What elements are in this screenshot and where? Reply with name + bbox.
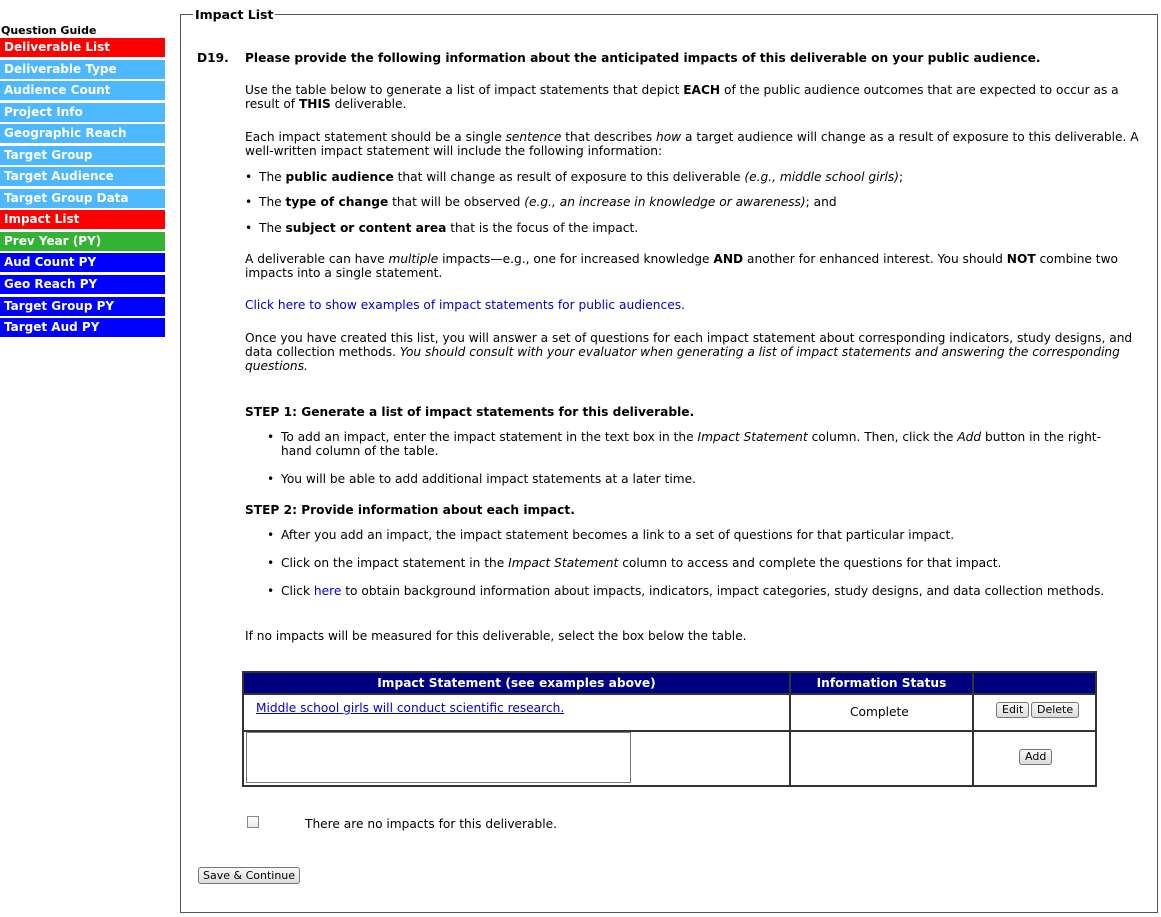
multiple-impacts-paragraph: A deliverable can have multiple impacts—e.g., one for increased knowledge AND another for enhanced interest. You should NOT combine two impacts into a single statement. — [245, 252, 1118, 280]
information-status: Complete — [850, 705, 909, 719]
add-button[interactable]: Add — [1019, 749, 1052, 765]
header-information-status: Information Status — [791, 673, 972, 693]
step2-bullet-background: • Click here to obtain background information about impacts, indicators, impact categories, study designs, and data collection methods. — [281, 584, 1161, 598]
background-info-link[interactable]: here — [313, 584, 342, 598]
step2-bullet-link: • After you add an impact, the impact statement becomes a link to a set of questions for that particular impact. — [281, 528, 1161, 542]
no-impacts-checkbox[interactable] — [247, 816, 259, 828]
sidebar-item-prev-year[interactable]: Prev Year (PY) — [0, 232, 165, 251]
bullet-public-audience: • The public audience that will change as result of exposure to this deliverable (e.g., middle school girls); — [259, 170, 1139, 184]
sidebar-title: Question Guide — [1, 24, 97, 37]
sidebar-item-impact-list[interactable]: Impact List — [0, 210, 165, 229]
sidebar-item-audience-count[interactable]: Audience Count — [0, 81, 165, 100]
step2-bullet-click: • Click on the impact statement in the Impact Statement column to access and complete the questions for that impact. — [281, 556, 1161, 570]
bullet-type-of-change: • The type of change that will be observed (e.g., an increase in knowledge or awareness); and — [259, 195, 1139, 209]
column-divider — [789, 673, 791, 785]
question-number: D19. — [197, 51, 229, 65]
sidebar-item-target-group-data[interactable]: Target Group Data — [0, 189, 165, 208]
sidebar-item-aud-count-py[interactable]: Aud Count PY — [0, 253, 165, 272]
sidebar-item-target-group-py[interactable]: Target Group PY — [0, 297, 165, 316]
sidebar-item-deliverable-type[interactable]: Deliverable Type — [0, 60, 165, 79]
new-impact-statement-input[interactable] — [246, 732, 631, 783]
step1-bullet-later: • You will be able to add additional impact statements at a later time. — [281, 472, 1161, 486]
no-impacts-checkbox-label: There are no impacts for this deliverable. — [305, 817, 558, 831]
header-actions — [974, 673, 1095, 693]
sidebar-item-target-aud-py[interactable]: Target Aud PY — [0, 318, 165, 337]
show-examples-link[interactable]: Click here to show examples of impact statements for public audiences. — [245, 298, 685, 312]
fieldset-legend: Impact List — [195, 7, 274, 22]
impact-statement-paragraph: Each impact statement should be a single sentence that describes how a target audience will change as a result of exposure to this deliverable. A well-written impact statement will include the following information: — [245, 130, 1139, 158]
bullet-subject-area: • The subject or content area that is the focus of the impact. — [259, 221, 1139, 235]
question-guide-sidebar — [0, 24, 166, 340]
column-divider — [972, 673, 974, 785]
step1-bullet-add: • To add an impact, enter the impact statement in the text box in the Impact Statement column. Then, click the Add button in the right-hand column of the table. — [281, 430, 1131, 458]
no-impacts-note: If no impacts will be measured for this deliverable, select the box below the table. — [245, 629, 747, 643]
sidebar-item-target-audience[interactable]: Target Audience — [0, 167, 165, 186]
header-impact-statement: Impact Statement (see examples above) — [244, 673, 789, 693]
delete-button[interactable]: Delete — [1031, 702, 1079, 718]
row-divider — [244, 693, 1095, 695]
sidebar-item-project-info[interactable]: Project Info — [0, 103, 165, 122]
sidebar-item-geographic-reach[interactable]: Geographic Reach — [0, 124, 165, 143]
save-continue-button[interactable]: Save & Continue — [198, 867, 300, 884]
question-text: Please provide the following information about the anticipated impacts of this deliverable on your public audience. — [245, 51, 1041, 65]
consult-paragraph: Once you have created this list, you will answer a set of questions for each impact statement about corresponding indicators, study designs, and data collection methods. You should consult with your evaluator when generating a list of impact statements and answering the corresponding questions. — [245, 331, 1133, 373]
step1-title: STEP 1: Generate a list of impact statements for this deliverable. — [245, 405, 695, 419]
sidebar-item-geo-reach-py[interactable]: Geo Reach PY — [0, 275, 165, 294]
impact-statement-link[interactable]: Middle school girls will conduct scientific research. — [256, 701, 565, 715]
intro-paragraph: Use the table below to generate a list of impact statements that depict EACH of the public audience outcomes that are expected to occur as a result of THIS deliverable. — [245, 83, 1119, 111]
sidebar-item-deliverable-list[interactable]: Deliverable List — [0, 38, 165, 57]
sidebar-item-target-group[interactable]: Target Group — [0, 146, 165, 165]
edit-button[interactable]: Edit — [996, 702, 1029, 718]
step2-title: STEP 2: Provide information about each impact. — [245, 503, 575, 517]
